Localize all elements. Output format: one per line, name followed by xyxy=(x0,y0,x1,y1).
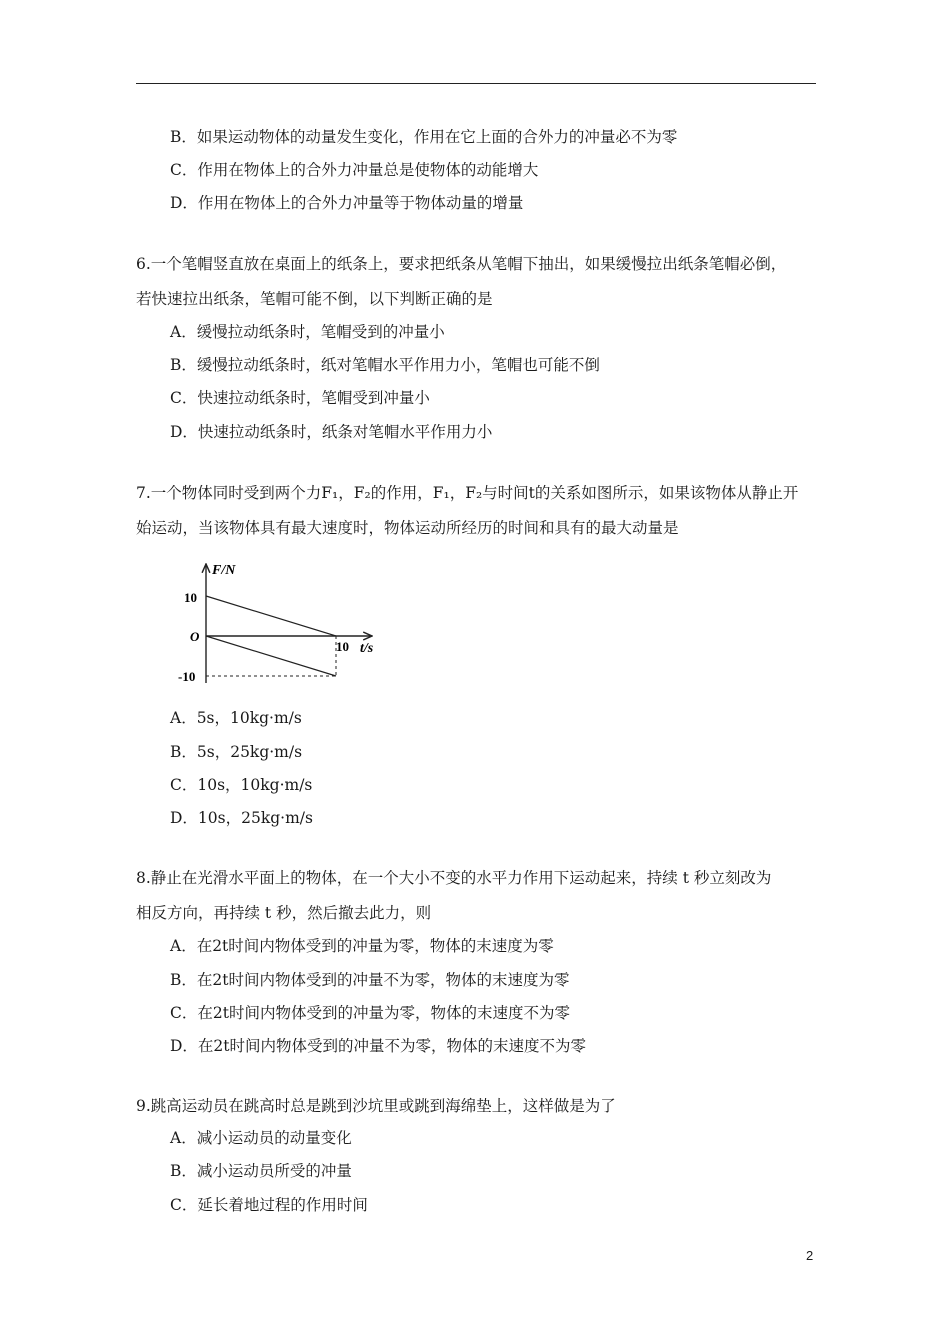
q5-option-c: C．作用在物体上的合外力冲量总是使物体的动能增大 xyxy=(170,161,539,179)
q8-option-a: A．在2t时间内物体受到的冲量为零，物体的末速度为零 xyxy=(170,937,554,955)
tick-10: 10 xyxy=(184,590,197,605)
q9-option-b: B．减小运动员所受的冲量 xyxy=(170,1162,352,1180)
q6-option-c: C．快速拉动纸条时，笔帽受到冲量小 xyxy=(170,389,430,407)
q7-stem-line-1: 7.一个物体同时受到两个力F₁，F₂的作用，F₁，F₂与时间t的关系如图所示，如果该物体从静止开 xyxy=(136,484,799,502)
q9-option-c: C．延长着地过程的作用时间 xyxy=(170,1196,368,1214)
q7-option-b: B．5s，25kg·m/s xyxy=(170,743,303,761)
tick-x10: 10 xyxy=(336,639,349,654)
q6-stem-line-2: 若快速拉出纸条，笔帽可能不倒，以下判断正确的是 xyxy=(136,290,493,308)
origin-label: O xyxy=(190,629,200,644)
q8-stem-line-2: 相反方向，再持续 t 秒，然后撤去此力，则 xyxy=(136,904,432,922)
q5-option-b: B．如果运动物体的动量发生变化，作用在它上面的合外力的冲量必不为零 xyxy=(170,128,678,146)
tick-neg10: -10 xyxy=(178,669,196,684)
q8-option-d: D．在2t时间内物体受到的冲量不为零，物体的末速度不为零 xyxy=(170,1037,587,1055)
q6-stem-line-1: 6.一个笔帽竖直放在桌面上的纸条上，要求把纸条从笔帽下抽出，如果缓慢拉出纸条笔帽必倒， xyxy=(136,255,787,273)
q6-option-b: B．缓慢拉动纸条时，纸对笔帽水平作用力小，笔帽也可能不倒 xyxy=(170,356,600,374)
q5-option-d: D．作用在物体上的合外力冲量等于物体动量的增量 xyxy=(170,194,524,212)
x-axis-label: t/s xyxy=(360,641,374,656)
force-time-graph xyxy=(176,558,386,688)
q6-option-a: A．缓慢拉动纸条时，笔帽受到的冲量小 xyxy=(170,323,445,341)
q7-stem-line-2: 始运动，当该物体具有最大速度时，物体运动所经历的时间和具有的最大动量是 xyxy=(136,519,679,537)
q7-option-d: D．10s，25kg·m/s xyxy=(170,809,313,827)
q8-option-c: C．在2t时间内物体受到的冲量为零，物体的末速度不为零 xyxy=(170,1004,570,1022)
q6-option-d: D．快速拉动纸条时，纸条对笔帽水平作用力小 xyxy=(170,423,493,441)
q7-option-a: A．5s，10kg·m/s xyxy=(170,709,302,727)
q9-stem-line-1: 9.跳高运动员在跳高时总是跳到沙坑里或跳到海绵垫上，这样做是为了 xyxy=(136,1097,616,1115)
y-axis-label: F/N xyxy=(212,563,236,578)
page-number: 2 xyxy=(806,1248,814,1263)
f1-line xyxy=(206,596,336,636)
q9-option-a: A．减小运动员的动量变化 xyxy=(170,1129,352,1147)
header-rule xyxy=(136,83,816,84)
q8-stem-line-1: 8.静止在光滑水平面上的物体，在一个大小不变的水平力作用下运动起来，持续 t 秒立刻改为 xyxy=(136,869,772,887)
q8-option-b: B．在2t时间内物体受到的冲量不为零，物体的末速度为零 xyxy=(170,971,570,989)
q7-option-c: C．10s，10kg·m/s xyxy=(170,776,313,794)
f2-line xyxy=(206,636,336,676)
